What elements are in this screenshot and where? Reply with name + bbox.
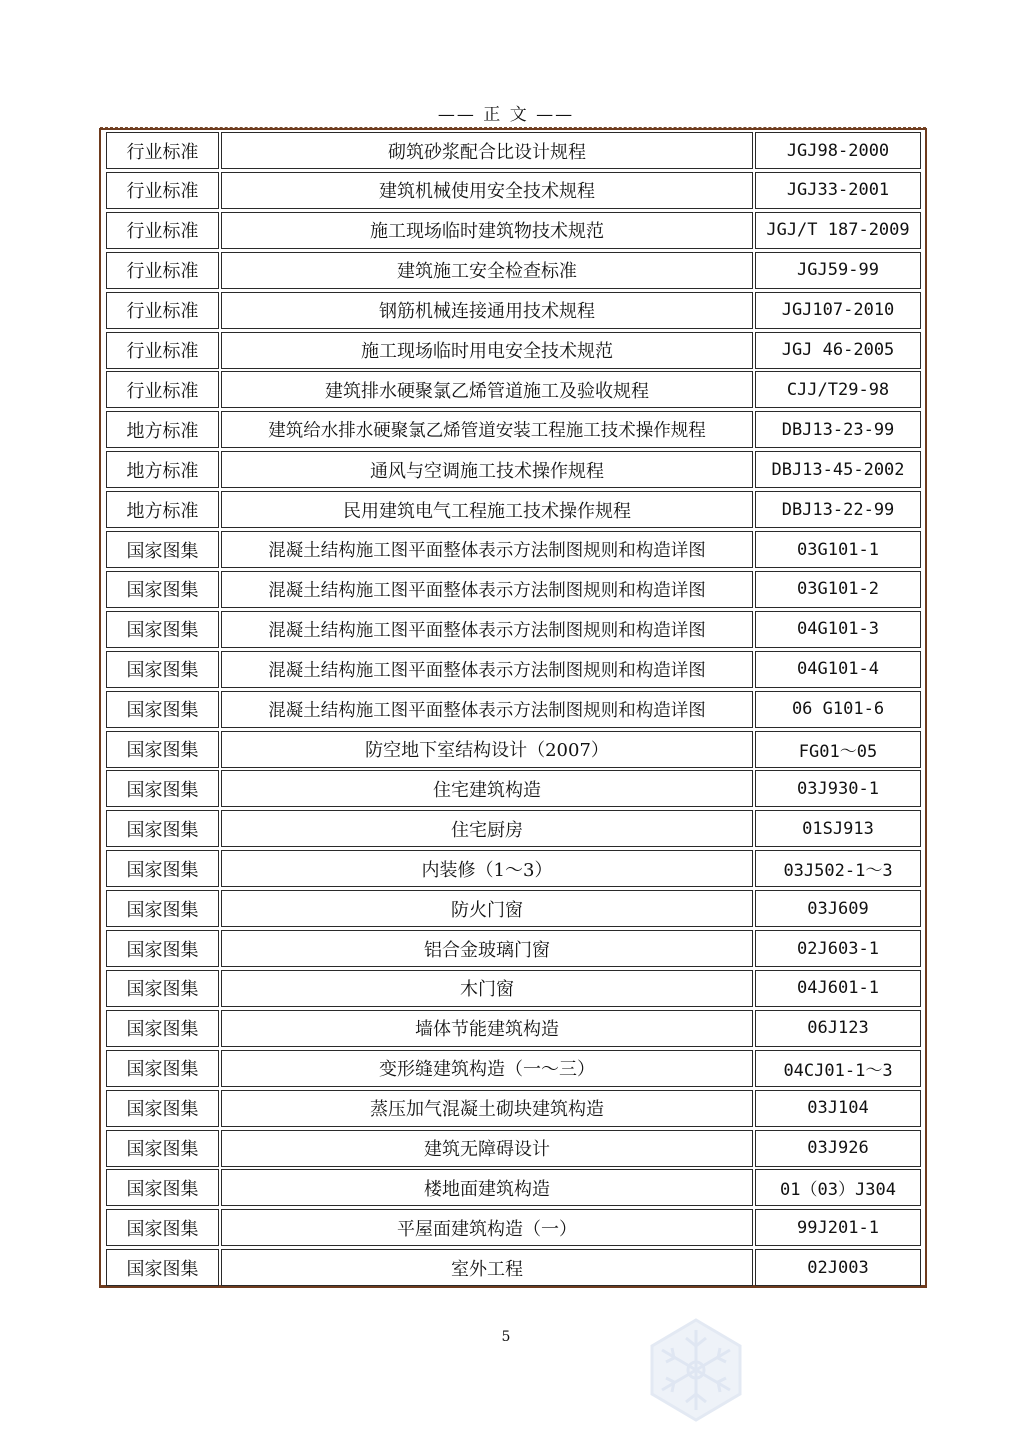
- standard-code-cell: 04CJ01-1～3: [755, 1050, 921, 1087]
- standard-code-cell: 03J104: [755, 1090, 921, 1127]
- table-row: [101, 330, 925, 370]
- table-row: [101, 1088, 925, 1128]
- table-row: [101, 489, 925, 529]
- standard-name-cell: 建筑机械使用安全技术规程: [221, 172, 753, 209]
- standard-code-cell: 03J502-1～3: [755, 850, 921, 887]
- table-row: [101, 409, 925, 449]
- standard-type-cell: 国家图集: [106, 1249, 219, 1286]
- standard-code-cell: JGJ33-2001: [755, 172, 921, 209]
- table-row: [101, 928, 925, 968]
- table-row: [101, 1167, 925, 1207]
- table-row: [101, 848, 925, 888]
- standard-name-cell: 内装修（1～3）: [221, 850, 753, 887]
- table-row: [101, 1247, 925, 1287]
- standard-code-cell: 04G101-3: [755, 611, 921, 648]
- standard-type-cell: 行业标准: [106, 332, 219, 369]
- standard-name-cell: 混凝土结构施工图平面整体表示方法制图规则和构造详图: [221, 651, 753, 688]
- standard-type-cell: 国家图集: [106, 1169, 219, 1206]
- standard-code-cell: 02J603-1: [755, 930, 921, 967]
- table-row: [101, 290, 925, 330]
- standard-name-cell: 防空地下室结构设计（2007）: [221, 731, 753, 768]
- standard-type-cell: 地方标准: [106, 491, 219, 528]
- standard-name-cell: 平屋面建筑构造（一）: [221, 1209, 753, 1246]
- standard-type-cell: 国家图集: [106, 651, 219, 688]
- standard-name-cell: 铝合金玻璃门窗: [221, 930, 753, 967]
- table-row: [101, 569, 925, 609]
- standard-type-cell: 地方标准: [106, 451, 219, 488]
- standard-code-cell: DBJ13-22-99: [755, 491, 921, 528]
- table-row: [101, 250, 925, 290]
- standard-code-cell: JGJ98-2000: [755, 132, 921, 169]
- table-row: [101, 689, 925, 729]
- standard-name-cell: 室外工程: [221, 1249, 753, 1286]
- standard-name-cell: 楼地面建筑构造: [221, 1169, 753, 1206]
- standard-name-cell: 建筑给水排水硬聚氯乙烯管道安装工程施工技术操作规程: [221, 411, 753, 448]
- standard-name-cell: 木门窗: [221, 970, 753, 1007]
- standard-code-cell: FG01～05: [755, 731, 921, 768]
- table-row: [101, 808, 925, 848]
- table-row: [101, 649, 925, 689]
- standard-type-cell: 行业标准: [106, 292, 219, 329]
- standard-type-cell: 国家图集: [106, 611, 219, 648]
- standard-name-cell: 住宅厨房: [221, 810, 753, 847]
- standard-name-cell: 墙体节能建筑构造: [221, 1010, 753, 1047]
- table-row: [101, 1008, 925, 1048]
- standards-table: [99, 128, 927, 1288]
- table-row: [101, 449, 925, 489]
- standard-type-cell: 国家图集: [106, 770, 219, 807]
- table-row: [101, 968, 925, 1008]
- standard-type-cell: 行业标准: [106, 132, 219, 169]
- standard-type-cell: 国家图集: [106, 571, 219, 608]
- standard-type-cell: 国家图集: [106, 810, 219, 847]
- snowflake-watermark-icon: [640, 1316, 752, 1424]
- standard-code-cell: 04J601-1: [755, 970, 921, 1007]
- standard-name-cell: 建筑排水硬聚氯乙烯管道施工及验收规程: [221, 371, 753, 408]
- standard-type-cell: 地方标准: [106, 411, 219, 448]
- standard-code-cell: 06J123: [755, 1010, 921, 1047]
- table-row: [101, 1048, 925, 1088]
- table-row: [101, 529, 925, 569]
- page-number: 5: [501, 1329, 511, 1345]
- standard-type-cell: 国家图集: [106, 1209, 219, 1246]
- standard-code-cell: 03J609: [755, 890, 921, 927]
- table-row: [101, 729, 925, 769]
- standard-name-cell: 混凝土结构施工图平面整体表示方法制图规则和构造详图: [221, 611, 753, 648]
- table-row: [101, 1128, 925, 1168]
- standard-code-cell: 01（03）J304: [755, 1169, 921, 1206]
- standard-type-cell: 国家图集: [106, 691, 219, 728]
- standard-code-cell: 06 G101-6: [755, 691, 921, 728]
- table-row: [101, 210, 925, 250]
- standard-name-cell: 住宅建筑构造: [221, 770, 753, 807]
- standard-code-cell: JGJ107-2010: [755, 292, 921, 329]
- standard-name-cell: 蒸压加气混凝土砌块建筑构造: [221, 1090, 753, 1127]
- standard-code-cell: 02J003: [755, 1249, 921, 1286]
- standard-type-cell: 国家图集: [106, 890, 219, 927]
- table-row: [101, 768, 925, 808]
- table-row: [101, 130, 925, 170]
- standard-type-cell: 行业标准: [106, 172, 219, 209]
- standard-code-cell: 04G101-4: [755, 651, 921, 688]
- page-header-title: —— 正 文 ——: [437, 105, 575, 125]
- standard-name-cell: 砌筑砂浆配合比设计规程: [221, 132, 753, 169]
- standard-type-cell: 国家图集: [106, 1010, 219, 1047]
- standard-code-cell: 99J201-1: [755, 1209, 921, 1246]
- standard-code-cell: 03J930-1: [755, 770, 921, 807]
- standard-code-cell: CJJ/T29-98: [755, 371, 921, 408]
- standard-type-cell: 国家图集: [106, 970, 219, 1007]
- table-row: [101, 609, 925, 649]
- standard-code-cell: DBJ13-23-99: [755, 411, 921, 448]
- standard-code-cell: JGJ 46-2005: [755, 332, 921, 369]
- standard-type-cell: 行业标准: [106, 371, 219, 408]
- standard-name-cell: 建筑施工安全检查标准: [221, 252, 753, 289]
- standard-type-cell: 国家图集: [106, 731, 219, 768]
- standard-name-cell: 施工现场临时用电安全技术规范: [221, 332, 753, 369]
- standard-type-cell: 国家图集: [106, 1130, 219, 1167]
- table-row: [101, 1207, 925, 1247]
- standard-name-cell: 建筑无障碍设计: [221, 1130, 753, 1167]
- standard-name-cell: 混凝土结构施工图平面整体表示方法制图规则和构造详图: [221, 571, 753, 608]
- standard-name-cell: 混凝土结构施工图平面整体表示方法制图规则和构造详图: [221, 531, 753, 568]
- table-row: [101, 170, 925, 210]
- standard-code-cell: JGJ/T 187-2009: [755, 212, 921, 249]
- standard-type-cell: 行业标准: [106, 252, 219, 289]
- standard-type-cell: 行业标准: [106, 212, 219, 249]
- table-row: [101, 369, 925, 409]
- standard-type-cell: 国家图集: [106, 531, 219, 568]
- standard-name-cell: 施工现场临时建筑物技术规范: [221, 212, 753, 249]
- standard-name-cell: 通风与空调施工技术操作规程: [221, 451, 753, 488]
- standard-type-cell: 国家图集: [106, 1050, 219, 1087]
- standard-code-cell: DBJ13-45-2002: [755, 451, 921, 488]
- standard-name-cell: 防火门窗: [221, 890, 753, 927]
- standard-code-cell: 03G101-2: [755, 571, 921, 608]
- standard-code-cell: 01SJ913: [755, 810, 921, 847]
- standard-code-cell: 03G101-1: [755, 531, 921, 568]
- table-row: [101, 888, 925, 928]
- standard-name-cell: 钢筋机械连接通用技术规程: [221, 292, 753, 329]
- standard-name-cell: 变形缝建筑构造（一～三）: [221, 1050, 753, 1087]
- standard-type-cell: 国家图集: [106, 930, 219, 967]
- standard-type-cell: 国家图集: [106, 850, 219, 887]
- standard-name-cell: 民用建筑电气工程施工技术操作规程: [221, 491, 753, 528]
- standard-code-cell: JGJ59-99: [755, 252, 921, 289]
- standard-name-cell: 混凝土结构施工图平面整体表示方法制图规则和构造详图: [221, 691, 753, 728]
- standard-code-cell: 03J926: [755, 1130, 921, 1167]
- standard-type-cell: 国家图集: [106, 1090, 219, 1127]
